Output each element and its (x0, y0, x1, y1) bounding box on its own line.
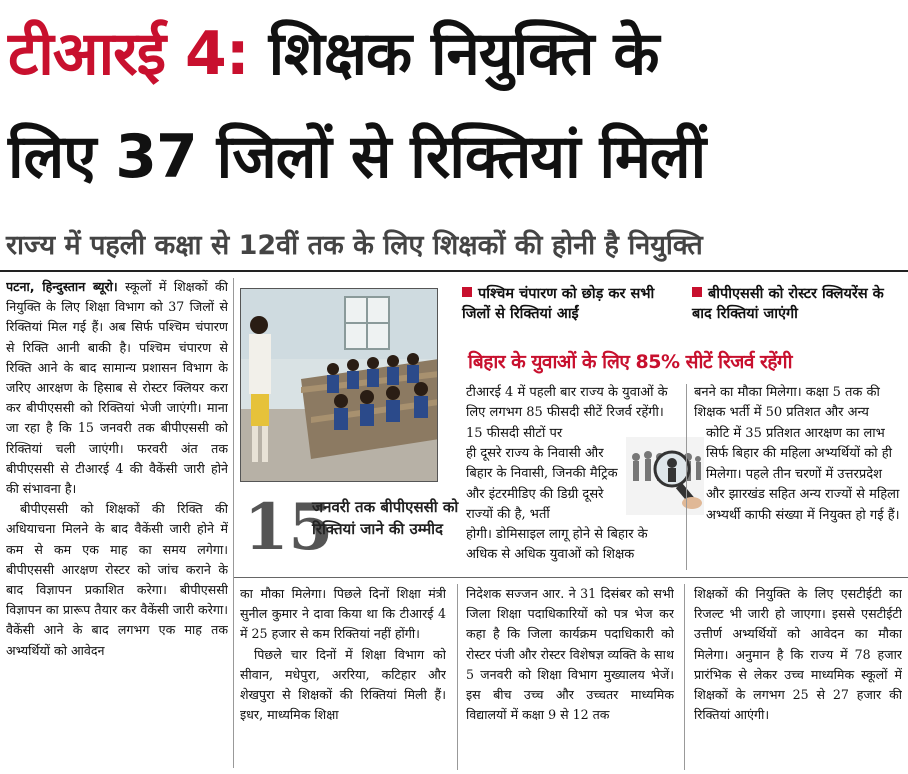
column-4-paragraph-1: शिक्षकों की नियुक्ति के लिए एसटीईटी का रिजल्ट भी जारी हो जाएगा। इससे एसटीईटी उत्तीर्ण अभ्यर्थियों को आवेदन का मौका मिलेगा। अनुमान है कि राज्य में 78 हजार प्रारंभिक से लेकर उच्च माध्यमिक स्कूलों में शिक्षकों के लगभग 25 से 27 हजार की रिक्तियां आएंगी। (694, 586, 902, 723)
headline-line-1 (8, 4, 658, 104)
headline-prefix: टीआरई 4: (8, 19, 249, 89)
side-story-right-wrap: कोटि में 35 प्रतिशत आरक्षण का लाभ सिर्फ बिहार की महिला अभ्यर्थियों को ही मिलेगा। पहले तीन चरणों में उत्तरप्रदेश और झारखंड सहित अन्य राज्यों से महिला अभ्यर्थी काफी संख्या में नियुक्त हो गई हैं। (706, 426, 900, 523)
side-story-left-top: टीआरई 4 में पहली बार राज्य के युवाओं के लिए लगभग 85 फीसदी सीटें रिजर्व रहेंगी। 15 फीसदी सीटों पर (466, 385, 668, 441)
red-square-icon (692, 287, 702, 297)
divider-under-subheadline (0, 270, 908, 272)
column-1-paragraph-1: स्कूलों में शिक्षकों की नियुक्ति के लिए शिक्षा विभाग को 37 जिलों से रिक्तियां मिल गई हैं। अब सिर्फ पश्चिम चंपारण से रिक्ति आनी बाकी है। पश्चिम चंपारण से रिक्ति आने के बाद सामान्य प्रशासन विभाग के जरिए आरक्षण के हिसाब से रोस्टर क्लियर करा कर बीपीएससी को रिक्तियां भेजी जाएंगी। माना जा रहा है कि 15 जनवरी तक बीपीएससी को रिक्तियां चली जाएंगी। फरवरी अंत तक बीपीएससी से टीआरई 4 की वैकेंसी जारी होने की संभावना है। (6, 279, 228, 497)
column-divider (233, 278, 234, 768)
dateline: पटना, हिन्दुस्तान ब्यूरो। (6, 279, 118, 294)
classroom-photo (240, 288, 438, 482)
subheadline: राज्य में पहली कक्षा से 12वीं तक के लिए शिक्षकों की होनी है नियुक्ति (6, 230, 703, 261)
highlight-bullet-2: बीपीएससी को रोस्टर क्लियरेंस के बाद रिक्तियां जाएंगी (692, 286, 884, 322)
red-square-icon (462, 287, 472, 297)
divider-above-lower-columns (234, 577, 908, 578)
column-2-paragraph-2: पिछले चार दिनों में शिक्षा विभाग को सीवान, मधेपुरा, अररिया, कटिहार और शेखपुरा से शिक्षकों की रिक्तियां मिली हैं। इधर, माध्यमिक शिक्षा (240, 646, 446, 723)
highlight-bullet-1: पश्चिम चंपारण को छोड़ कर सभी जिलों से रिक्तियां आईं (462, 286, 655, 322)
column-divider (684, 584, 685, 770)
callout-text: जनवरी तक बीपीएससी को रिक्तियां जाने की उम्मीद (312, 498, 459, 538)
article-column-2 (240, 584, 446, 772)
column-3-paragraph-1: निदेशक सज्जन आर. ने 31 दिसंबर को सभी जिला शिक्षा पदाधिकारियों को पत्र भेज कर कहा है कि जिला कार्यक्रम पदाधिकारी को रोस्टर पंजी और रोस्टर विशेषज्ञ व्यक्ति के साथ 5 जनवरी को शिक्षा विभाग मुख्यालय भेजें। इस बीच उच्च और उच्चतर माध्यमिक विद्यालयों में कक्षा 9 से 12 तक (466, 586, 674, 723)
column-2-paragraph-1: का मौका मिलेगा। पिछले दिनों शिक्षा मंत्री सुनील कुमार ने दावा किया था कि टीआरई 4 में 25 हजार से कम रिक्तियां नहीं होंगी। (240, 586, 446, 642)
article-column-4 (694, 584, 902, 772)
side-story-left-bottom: होगी। डोमिसाइल लागू होने से बिहार के अधिक से अधिक युवाओं को शिक्षक (466, 527, 648, 563)
side-story-headline: बिहार के युवाओं के लिए 85% सीटें रिजर्व रहेंगी (468, 351, 793, 373)
column-divider (457, 584, 458, 770)
side-story-left-wrap: ही दूसरे राज्य के निवासी और बिहार के निवासी, जिनकी मैट्रिक और इंटरमीडिए की डिग्री दूसरे राज्यों की है, भर्ती (466, 446, 618, 523)
article-column-1 (6, 277, 228, 772)
side-story-divider (686, 384, 687, 570)
column-1-paragraph-2: बीपीएससी को शिक्षकों की रिक्ति की अधियाचना मिलने के बाद वैकेंसी जारी होने में कम से कम एक माह का समय लगेगा। बीपीएससी आरक्षण रोस्टर को जांच कराने के बाद विज्ञापन प्रकाशित करेगा। बीपीएससी विज्ञापन का प्रारूप तैयार कर वैकेंसी जारी करेगा। वैकेंसी आने के बाद लगभग एक माह तक अभ्यर्थियों को आवेदन (6, 501, 228, 658)
callout-number: 15 (244, 490, 334, 565)
side-story-right-top: बनने का मौका मिलेगा। कक्षा 5 तक की शिक्षक भर्ती में 50 प्रतिशत और अन्य (694, 385, 880, 421)
headline-line-1-rest: शिक्षक नियुक्ति के (268, 19, 659, 89)
magnifier-crowd-illustration (626, 437, 704, 515)
headline-line-2: लिए 37 जिलों से रिक्तियां मिलीं (8, 122, 706, 192)
article-column-3 (466, 584, 674, 772)
